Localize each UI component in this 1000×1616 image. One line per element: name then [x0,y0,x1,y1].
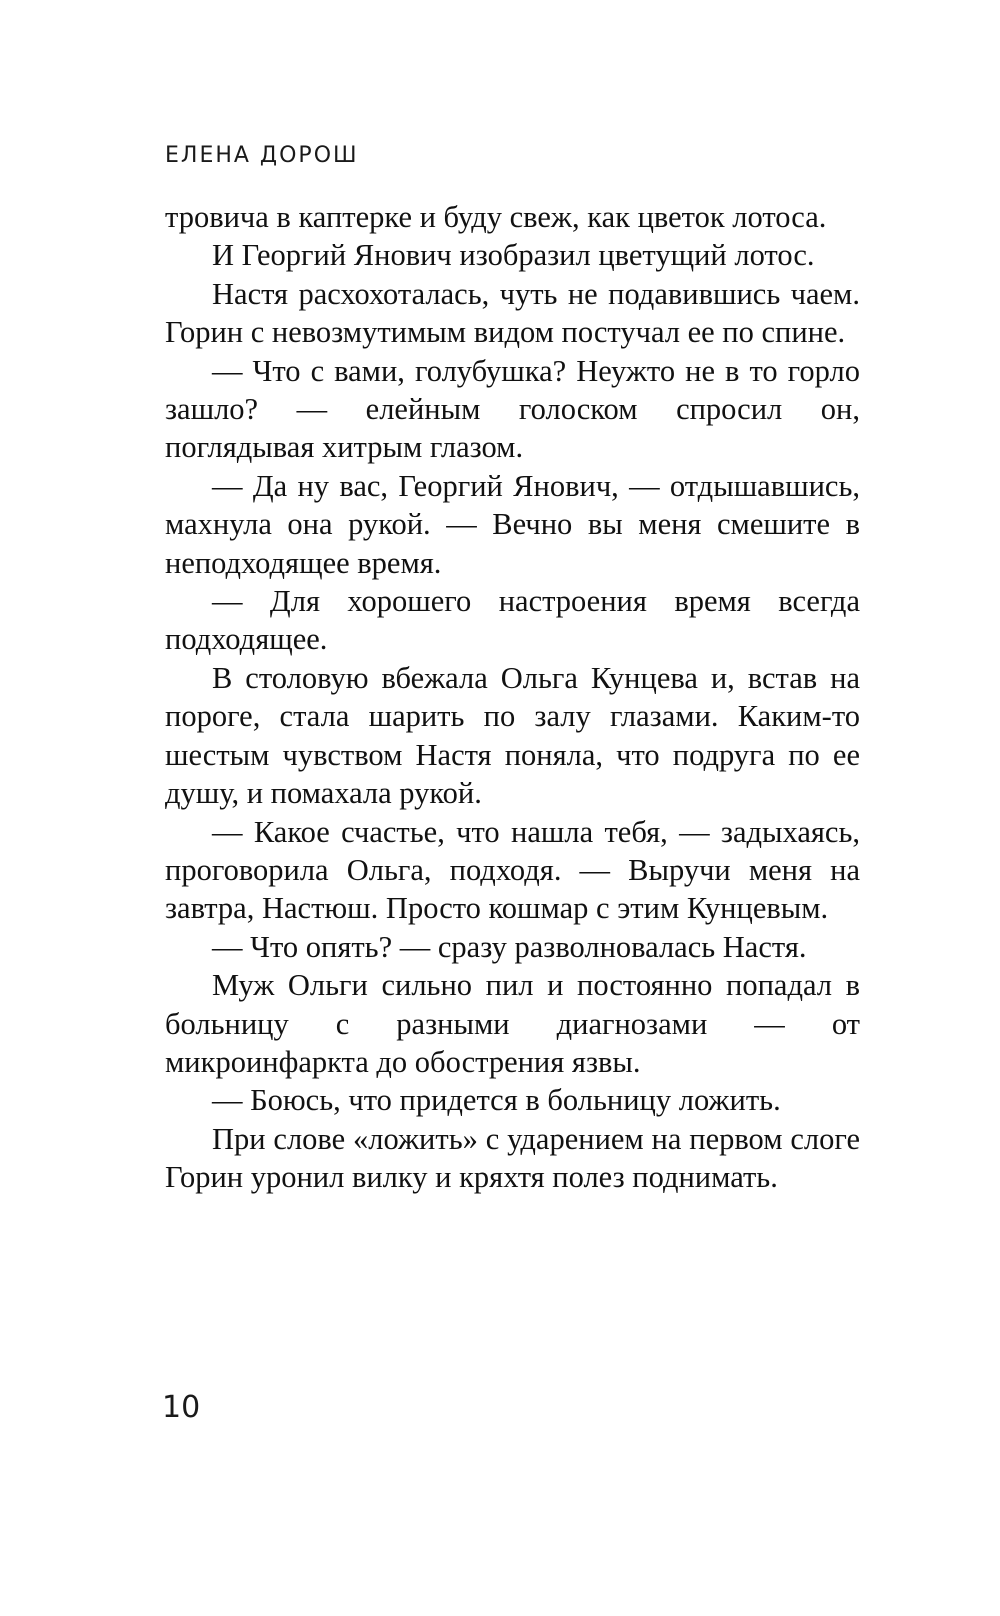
paragraph-6: — Для хорошего настроения время всегда подходящее. [165,584,860,657]
page-number: 10 [162,1390,201,1425]
body-text [165,198,860,1197]
paragraph-11: — Боюсь, что придется в больницу ложить. [212,1083,781,1118]
paragraph-9: — Что опять? — сразу разволновалась Настя. [212,929,807,964]
running-header-author: ЕЛЕНА ДОРОШ [165,143,359,168]
paragraph-10: Муж Ольги сильно пил и постоянно попадал в больницу с разными диагнозами — от микроинфаркта до обострения язвы. [165,968,860,1079]
paragraph-3: Настя расхохоталась, чуть не подавившись чаем. Горин с невозмутимым видом постучал ее по спине. [165,276,860,350]
paragraph-1: тровича в каптерке и буду свеж, как цветок лотоса. [165,200,827,234]
paragraph-12: При слове «ложить» с ударением на первом слоге Горин уронил вилку и кряхтя полез поднимать. [165,1121,860,1195]
paragraph-2: И Георгий Янович изобразил цветущий лотос. [212,238,815,273]
paragraph-4: — Что с вами, голубушка? Неужто не в то горло зашло? — елейным голоском спросил он, поглядывая хитрым глазом. [165,353,860,465]
paragraph-8: — Какое счастье, что нашла тебя, — задыхаясь, проговорила Ольга, подходя. — Выручи меня на завтра, Настюш. Просто кошмар с этим Кунцевым. [165,814,860,926]
paragraph-5: — Да ну вас, Георгий Янович, — отдышавшись, махнула она рукой. — Вечно вы меня смешите в неподходящее время. [165,468,860,580]
paragraph-7: В столовую вбежала Ольга Кунцева и, встав на пороге, стала шарить по залу глазами. Каким-то шестым чувством Настя поняла, что подруга по ее душу, и помахала рукой. [165,660,860,811]
